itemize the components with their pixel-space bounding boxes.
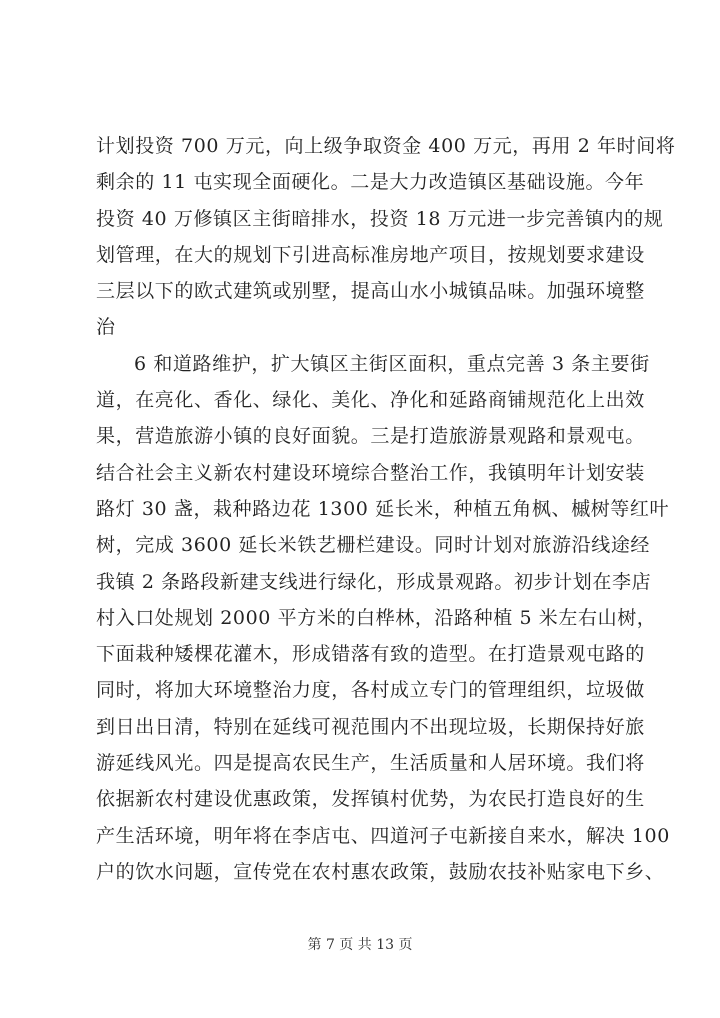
text-line: 三层以下的欧式建筑或别墅，提高山水小城镇品味。加强环境整 [96,280,645,303]
text-line: 果，营造旅游小镇的良好面貌。三是打造旅游景观路和景观屯。 [96,425,645,448]
text-line: 依据新农村建设优惠政策，发挥镇村优势，为农民打造良好的生 [96,788,645,811]
text-line: 结合社会主义新农村建设环境综合整治工作，我镇明年计划安装 [96,461,645,484]
paragraph [96,128,676,346]
text-line: 游延线风光。四是提高农民生产，生活质量和人居环境。我们将 [96,752,645,775]
text-line: 村入口处规划 2000 平方米的白桦林，沿路种植 5 米左右山树， [96,606,657,629]
body-text [96,128,676,890]
text-line: 剩余的 11 屯实现全面硬化。二是大力改造镇区基础设施。今年 [96,171,645,194]
text-line: 下面栽种矮棵花灌木，形成错落有致的造型。在打造景观屯路的 [96,643,645,666]
text-line: 路灯 30 盏，栽种路边花 1300 延长米，种植五角枫、槭树等红叶 [96,497,670,520]
text-line: 道，在亮化、香化、绿化、美化、净化和延路商铺规范化上出效 [96,389,645,412]
paragraph [96,346,670,890]
text-line: 产生活环境，明年将在李店屯、四道河子屯新接自来水，解决 100 [96,824,670,847]
text-line: 同时，将加大环境整治力度，各村成立专门的管理组织，垃圾做 [96,679,645,702]
text-line: 计划投资 700 万元，向上级争取资金 400 万元，再用 2 年时间将 [96,135,676,157]
text-line: 树，完成 3600 延长米铁艺栅栏建设。同时计划对旅游沿线途经 [96,534,651,557]
text-line: 到日出日清，特别在延线可视范围内不出现垃圾，长期保持好旅 [96,715,645,738]
text-line: 我镇 2 条路段新建支线进行绿化，形成景观路。初步计划在李店 [96,570,652,593]
text-line: 划管理，在大的规划下引进高标准房地产项目，按规划要求建设 [96,243,645,266]
text-line: 户的饮水问题，宣传党在农村惠农政策，鼓励农技补贴家电下乡、 [96,860,665,883]
text-line: 投资 40 万修镇区主街暗排水，投资 18 万元进一步完善镇内的规 [96,207,664,230]
text-line: 6 和道路维护，扩大镇区主街区面积，重点完善 3 条主要街 [134,352,650,375]
text-line: 治 [96,316,116,339]
page-footer: 第 7 页 共 13 页 [307,937,413,953]
